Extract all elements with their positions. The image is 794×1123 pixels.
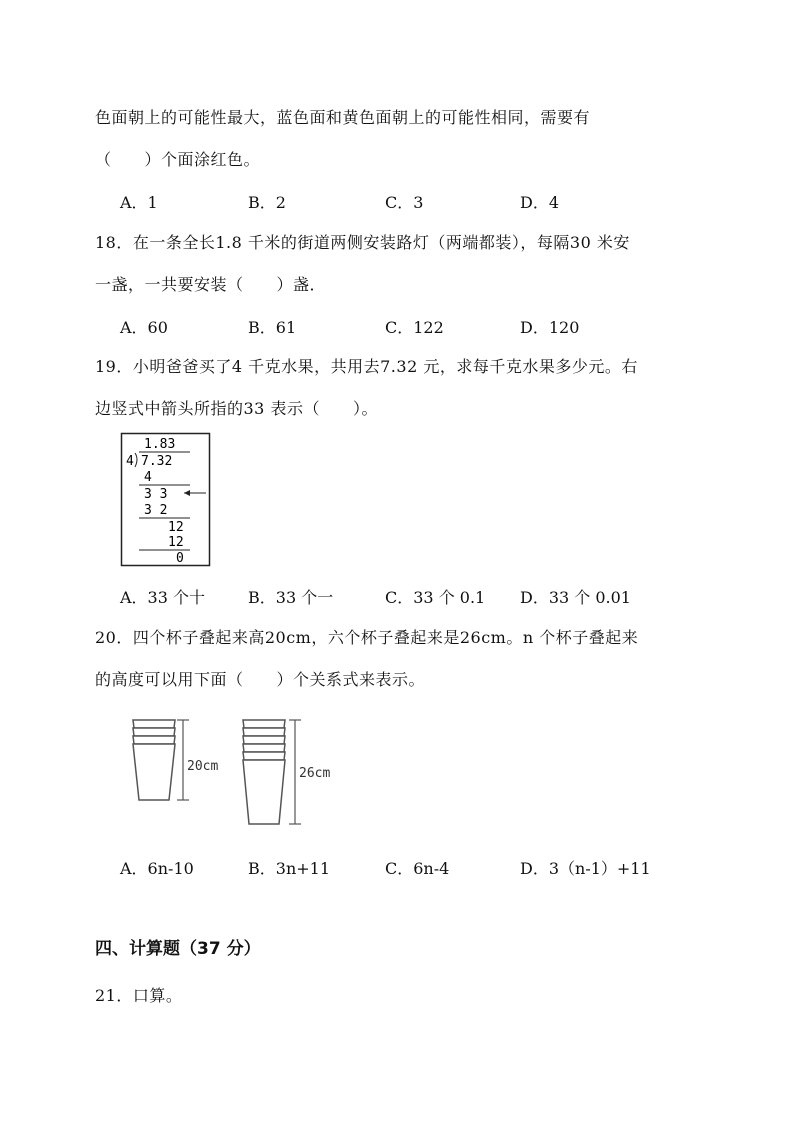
division-bracket — [135, 453, 137, 467]
q18-text-line1: 18．在一条全长1.8 千米的街道两侧安装路灯（两端都装），每隔30 米安 — [95, 233, 630, 252]
q18-option-c: C．122 — [385, 318, 444, 337]
stacked-cups-figure — [125, 712, 355, 830]
q19-text-line2: 边竖式中箭头所指的33 表示（ ）。 — [95, 399, 378, 418]
q19-option-a: A．33 个十 — [120, 588, 206, 607]
division-step-3: 3 2 — [144, 503, 168, 518]
q18-options — [120, 315, 680, 339]
division-step-6: 0 — [176, 551, 184, 566]
q17-option-c: C．3 — [385, 193, 424, 212]
q17-option-d: D．4 — [520, 193, 560, 212]
q21-text: 21．口算。 — [95, 986, 183, 1005]
q19-options — [120, 585, 680, 609]
arrow-head-icon — [184, 490, 190, 496]
height-label-left: 20cm — [187, 759, 219, 774]
q18-option-d: D．120 — [520, 318, 580, 337]
height-label-right: 26cm — [299, 766, 331, 781]
q20-option-d: D．3（n-1）+11 — [520, 859, 651, 878]
q17-text-line2: （ ）个面涂红色。 — [95, 150, 261, 169]
q20-option-a: A．6n-10 — [120, 859, 194, 878]
q17-option-b: B．2 — [248, 193, 286, 212]
q19-option-d: D．33 个 0.01 — [520, 588, 631, 607]
q20-text-line2: 的高度可以用下面（ ）个关系式来表示。 — [95, 670, 426, 689]
q20-option-c: C．6n-4 — [385, 859, 450, 878]
q18-text-line2: 一盏，一共要安装（ ）盏． — [95, 275, 327, 294]
long-division-figure — [120, 432, 212, 568]
q17-options — [120, 190, 680, 214]
division-divisor: 4 — [126, 454, 134, 469]
cup-stack-4 — [133, 720, 175, 800]
q17-option-a: A．1 — [120, 193, 158, 212]
cup-stack-6 — [243, 720, 285, 824]
division-step-5: 12 — [168, 535, 184, 550]
q19-text-line1: 19．小明爸爸买了4 千克水果，共用去7.32 元，求每千克水果多少元。右 — [95, 357, 638, 376]
division-step-4: 12 — [168, 520, 184, 535]
q20-text-line1: 20．四个杯子叠起来高20cm，六个杯子叠起来是26cm。n 个杯子叠起来 — [95, 628, 639, 647]
division-step-2: 3 3 — [144, 487, 168, 502]
division-step-1: 4 — [144, 470, 152, 485]
q17-text-line1: 色面朝上的可能性最大，蓝色面和黄色面朝上的可能性相同，需要有 — [95, 108, 591, 127]
division-dividend: 7.32 — [141, 454, 173, 469]
q18-option-a: A．60 — [120, 318, 168, 337]
q19-option-b: B．33 个一 — [248, 588, 334, 607]
q18-option-b: B．61 — [248, 318, 297, 337]
q19-option-c: C．33 个 0.1 — [385, 588, 486, 607]
q20-options — [120, 856, 680, 880]
division-quotient: 1.83 — [144, 437, 176, 452]
q20-option-b: B．3n+11 — [248, 859, 331, 878]
section-heading: 四、计算题（37 分） — [95, 939, 261, 959]
